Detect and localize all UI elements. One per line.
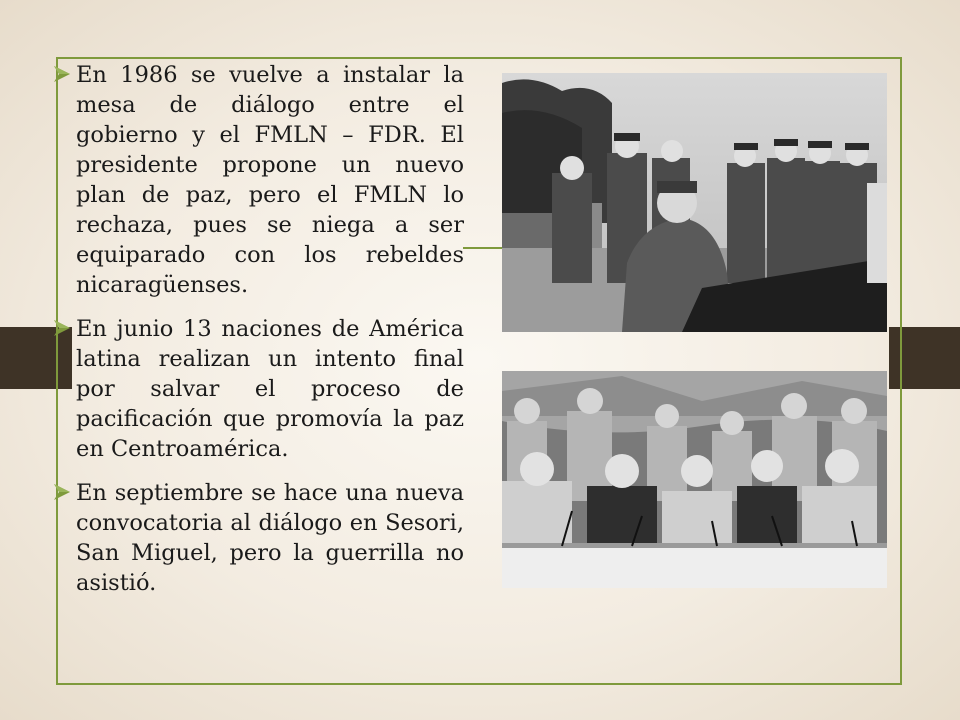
arrowhead-bullet-icon — [52, 318, 72, 338]
bullet-text: En 1986 se vuelve a instalar la mesa de diálogo entre el gobierno y el FMLN – FDR. El presidente propone un nuevo plan de paz, pero el FMLN lo rechaza, pues se niega a ser equiparado con los rebeldes nicaragüenses. — [76, 62, 464, 298]
bullet-list — [52, 60, 464, 612]
photo-press-conference — [502, 371, 887, 588]
arrowhead-bullet-icon — [52, 482, 72, 502]
bullet-text: En junio 13 naciones de América latina realizan un intento final por salvar el proceso de pacificación que promovía la paz en Centroamérica. — [76, 316, 464, 462]
divider-line — [463, 247, 505, 249]
bullet-text: En septiembre se hace una nueva convocatoria al diálogo en Sesori, San Miguel, pero la guerrilla no asistió. — [76, 480, 464, 596]
bullet-item — [52, 478, 464, 598]
bullet-item — [52, 314, 464, 464]
photo-podium-speech — [502, 73, 887, 332]
bullet-item — [52, 60, 464, 300]
arrowhead-bullet-icon — [52, 64, 72, 84]
